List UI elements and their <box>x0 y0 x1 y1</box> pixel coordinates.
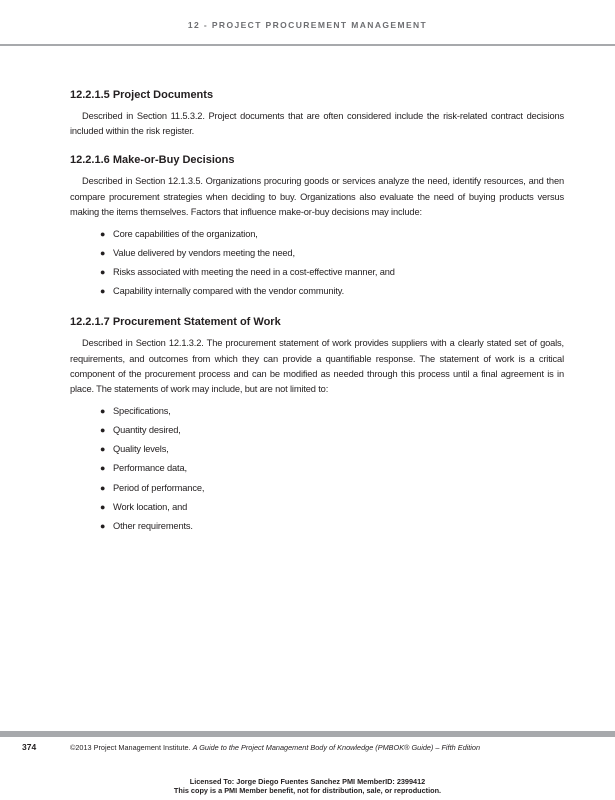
bullet-icon: ● <box>100 444 106 455</box>
section-project-documents <box>70 88 564 139</box>
bullet-list <box>70 225 564 301</box>
copyright-text: ©2013 Project Management Institute. <box>70 743 191 752</box>
license-line-1: Licensed To: Jorge Diego Fuentes Sanchez PMI MemberID: 2399412 <box>189 777 426 786</box>
license-notice <box>0 778 615 795</box>
license-line-2: This copy is a PMI Member benefit, not for distribution, sale, or reproduction. <box>173 785 442 795</box>
section-make-or-buy <box>70 153 564 301</box>
bullet-list <box>70 402 564 536</box>
list-item: ● Capability internally compared with the vendor community. <box>100 282 564 301</box>
list-item: ● Specifications, <box>100 402 564 421</box>
section-paragraph: Described in Section 11.5.3.2. Project documents that are often considered include the risk-related contract decisions included within the risk register. <box>70 111 564 137</box>
list-item: ● Performance data, <box>100 459 564 478</box>
bullet-icon: ● <box>100 286 106 297</box>
page-number: 374 <box>22 742 37 752</box>
page-content <box>70 84 564 536</box>
bullet-icon: ● <box>100 501 106 512</box>
list-item: ● Value delivered by vendors meeting the need, <box>100 244 564 263</box>
list-item: ● Core capabilities of the organization, <box>100 225 564 244</box>
bullet-icon: ● <box>100 229 106 240</box>
bullet-icon: ● <box>100 248 106 259</box>
bullet-icon: ● <box>100 425 106 436</box>
book-title: A Guide to the Project Management Body of Knowledge (PMBOK® Guide) – Fifth Edition <box>192 743 481 752</box>
bullet-icon: ● <box>100 463 106 474</box>
list-item: ● Quality levels, <box>100 440 564 459</box>
section-heading: 12.2.1.5 Project Documents <box>70 89 214 101</box>
section-heading: 12.2.1.7 Procurement Statement of Work <box>70 316 281 329</box>
list-item: ● Work location, and <box>100 498 564 517</box>
bullet-icon: ● <box>100 267 106 278</box>
footer-citation <box>70 743 480 752</box>
section-statement-of-work <box>70 315 564 535</box>
bullet-icon: ● <box>100 520 106 531</box>
section-paragraph: Described in Section 12.1.3.5. Organizations procuring goods or services analyze the need, identify resources, and then compare procurement strategies when deciding to buy. Organizations also evaluate the need of buying products versus making the items themselves. Factors that influence make-or-buy decisions may include: <box>70 176 564 217</box>
chapter-title: 12 - PROJECT PROCUREMENT MANAGEMENT <box>187 20 428 30</box>
list-item: ● Period of performance, <box>100 479 564 498</box>
bullet-icon: ● <box>100 482 106 493</box>
bullet-icon: ● <box>100 406 106 417</box>
list-item: ● Other requirements. <box>100 517 564 536</box>
section-heading: 12.2.1.6 Make-or-Buy Decisions <box>70 154 235 167</box>
footer-rule <box>0 731 615 737</box>
section-paragraph: Described in Section 12.1.3.2. The procurement statement of work provides suppliers with a clearly stated set of goals, requirements, and outcomes from which they can provide a quantifiable response. The statement of work is a critical component of the procurement process and can be modified as needed through this process until a final agreement is in place. The statements of work may include, but are not limited to: <box>70 338 564 394</box>
running-header <box>0 0 615 46</box>
list-item: ● Quantity desired, <box>100 421 564 440</box>
list-item: ● Risks associated with meeting the need in a cost-effective manner, and <box>100 263 564 282</box>
